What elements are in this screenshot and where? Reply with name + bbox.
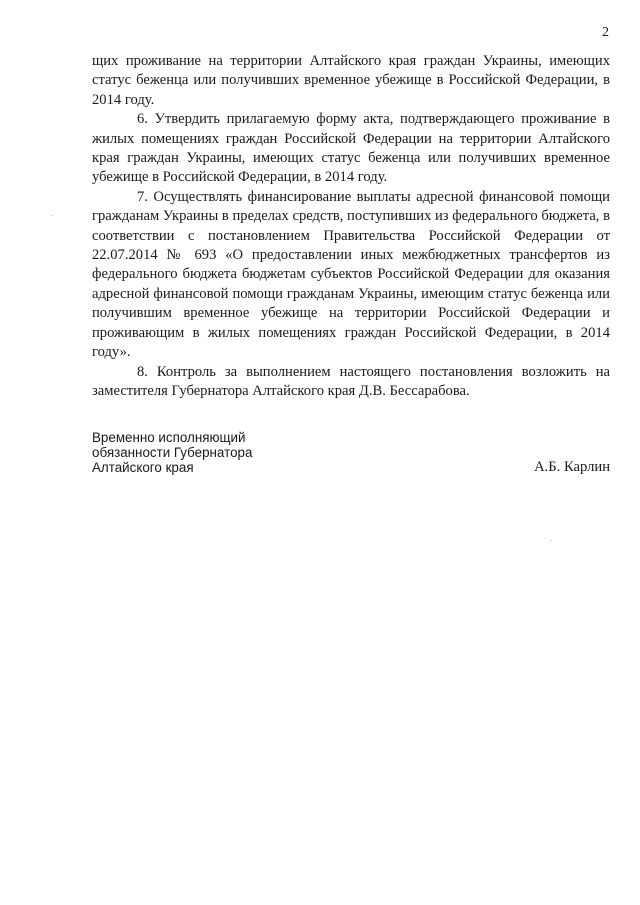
- paragraph-item-8: 8. Контроль за выполнением настоящего постановления возложить на заместителя Губернатора Алтайского края Д.В. Бессарабова.: [92, 363, 610, 399]
- scan-speck: [551, 540, 552, 541]
- page-number: 2: [602, 25, 609, 40]
- signatory-title-line: обязанности Губернатора: [92, 445, 253, 461]
- paragraph-item-7: 7. Осуществлять финансирование выплаты адресной финансовой помощи гражданам Украины в пределах средств, поступивших из федерального бюджета, в соответствии с постановлением Правительства Российской Федерации от 22.07.2014 № 693 «О предоставлении иных межбюджетных трансфертов из федерального бюджета бюджетам субъектов Российской Федерации для оказания адресной финансовой помощи гражданам Украины, имеющим статус беженца или получившим временное убежище на территории Российской Федерации и проживающим в жилых помещениях граждан Российской Федерации, в 2014 году».: [92, 188, 610, 361]
- signature-block: [92, 430, 610, 476]
- signatory-title-line: Алтайского края: [92, 460, 194, 476]
- paragraph-continuation: щих проживание на территории Алтайского края граждан Украины, имеющих статус беженца или получивших временное убежище в Российской Федерации, в 2014 году.: [92, 53, 610, 108]
- signatory-title: [92, 430, 610, 476]
- scan-speck: [52, 215, 53, 216]
- document-body: [92, 52, 610, 401]
- signatory-name: А.Б. Карлин: [534, 459, 610, 475]
- paragraph-item-6: 6. Утвердить прилагаемую форму акта, подтверждающего проживание в жилых помещениях граждан Российской Федерации на территории Алтайского края граждан Украины, имеющих статус беженца или получивших временное убежище в Российской Федерации, в 2014 году.: [92, 111, 610, 186]
- signatory-title-line: Временно исполняющий: [92, 430, 246, 445]
